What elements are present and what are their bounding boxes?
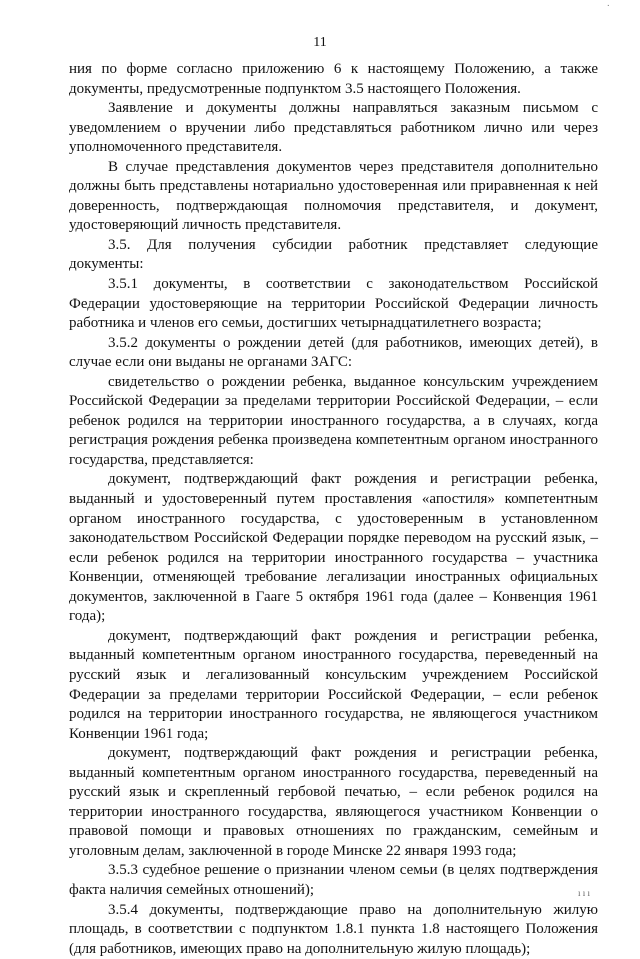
- corner-mark: ·: [606, 0, 610, 11]
- paragraph-3-5-1: 3.5.1 документы, в соответствии с законодательством Российской Федерации удостоверяющие на территории Российской Федерации личность работника и членов его семьи, достигших четырнадцатилетнего возраста;: [69, 276, 598, 332]
- paragraph-3-5-3: 3.5.3 судебное решение о признании членом семьи (в целях подтверждения факта наличия семейных отношений);: [69, 862, 598, 898]
- page-number: 11: [313, 35, 327, 50]
- paragraph-continuation: ния по форме согласно приложению 6 к настоящему Положению, а также документы, предусмотренные подпунктом 3.5 настоящего Положения.: [69, 61, 598, 97]
- document-body: [69, 60, 598, 959]
- paragraph-application-delivery: Заявление и документы должны направляться заказным письмом с уведомлением о вручении либо представляться работником лично или через уполномоченного представителя.: [69, 100, 598, 156]
- paragraph-3-5-2: 3.5.2 документы о рождении детей (для работников, имеющих детей), в случае если они выданы не органами ЗАГС:: [69, 334, 598, 371]
- paragraph-3-5: 3.5. Для получения субсидии работник представляет следующие документы:: [69, 236, 598, 273]
- bottom-mark: ı ı ı: [577, 888, 590, 898]
- paragraph-3-5-4: 3.5.4 документы, подтверждающие право на дополнительную жилую площадь, в соответствии с подпунктом 1.8.1 пункта 1.8 настоящего Положения (для работников, имеющих право на дополнительную жилую площадь);: [69, 901, 598, 957]
- paragraph-legalized-document: документ, подтверждающий факт рождения и регистрации ребенка, выданный компетентным органом иностранного государства, переведенный на русский язык и легализованный консульским учреждением Российской Федерации за пределами территории Российской Федерации, – если ребенок родился на территории иностранного государства, не являющегося участником Конвенции 1961 года;: [69, 627, 598, 742]
- paragraph-apostille-document: документ, подтверждающий факт рождения и регистрации ребенка, выданный и удостоверенный путем проставления «апостиля» компетентным органом иностранного государства, с удостоверенным в установленном законодательством Российской Федерации порядке переводом на русский язык, – если ребенок родился на территории иностранного государства – участника Конвенции, отменяющей требование легализации иностранных официальных документов, заключенной в Гааге 5 октября 1961 года (далее – Конвенция 1961 года);: [69, 471, 598, 625]
- paragraph-consular-certificate: свидетельство о рождении ребенка, выданное консульским учреждением Российской Федерации за пределами территории Российской Федерации, – если ребенок родился на территории иностранного государства, а в случаях, когда регистрация рождения ребенка произведена компетентным органом иностранного государства, представляется:: [69, 373, 598, 468]
- paragraph-representative: В случае представления документов через представителя дополнительно должны быть представлены нотариально удостоверенная или приравненная к ней доверенность, подтверждающая полномочия представителя, и документ, удостоверяющий личность представителя.: [69, 158, 598, 234]
- paragraph-minsk-convention-document: документ, подтверждающий факт рождения и регистрации ребенка, выданный компетентным органом иностранного государства, переведенный на русский язык и скрепленный гербовой печатью, – если ребенок родился на территории иностранного государства, являющегося участником Конвенции о правовой помощи и правовых отношениях по гражданским, семейным и уголовным делам, заключенной в городе Минске 22 января 1993 года;: [69, 745, 598, 859]
